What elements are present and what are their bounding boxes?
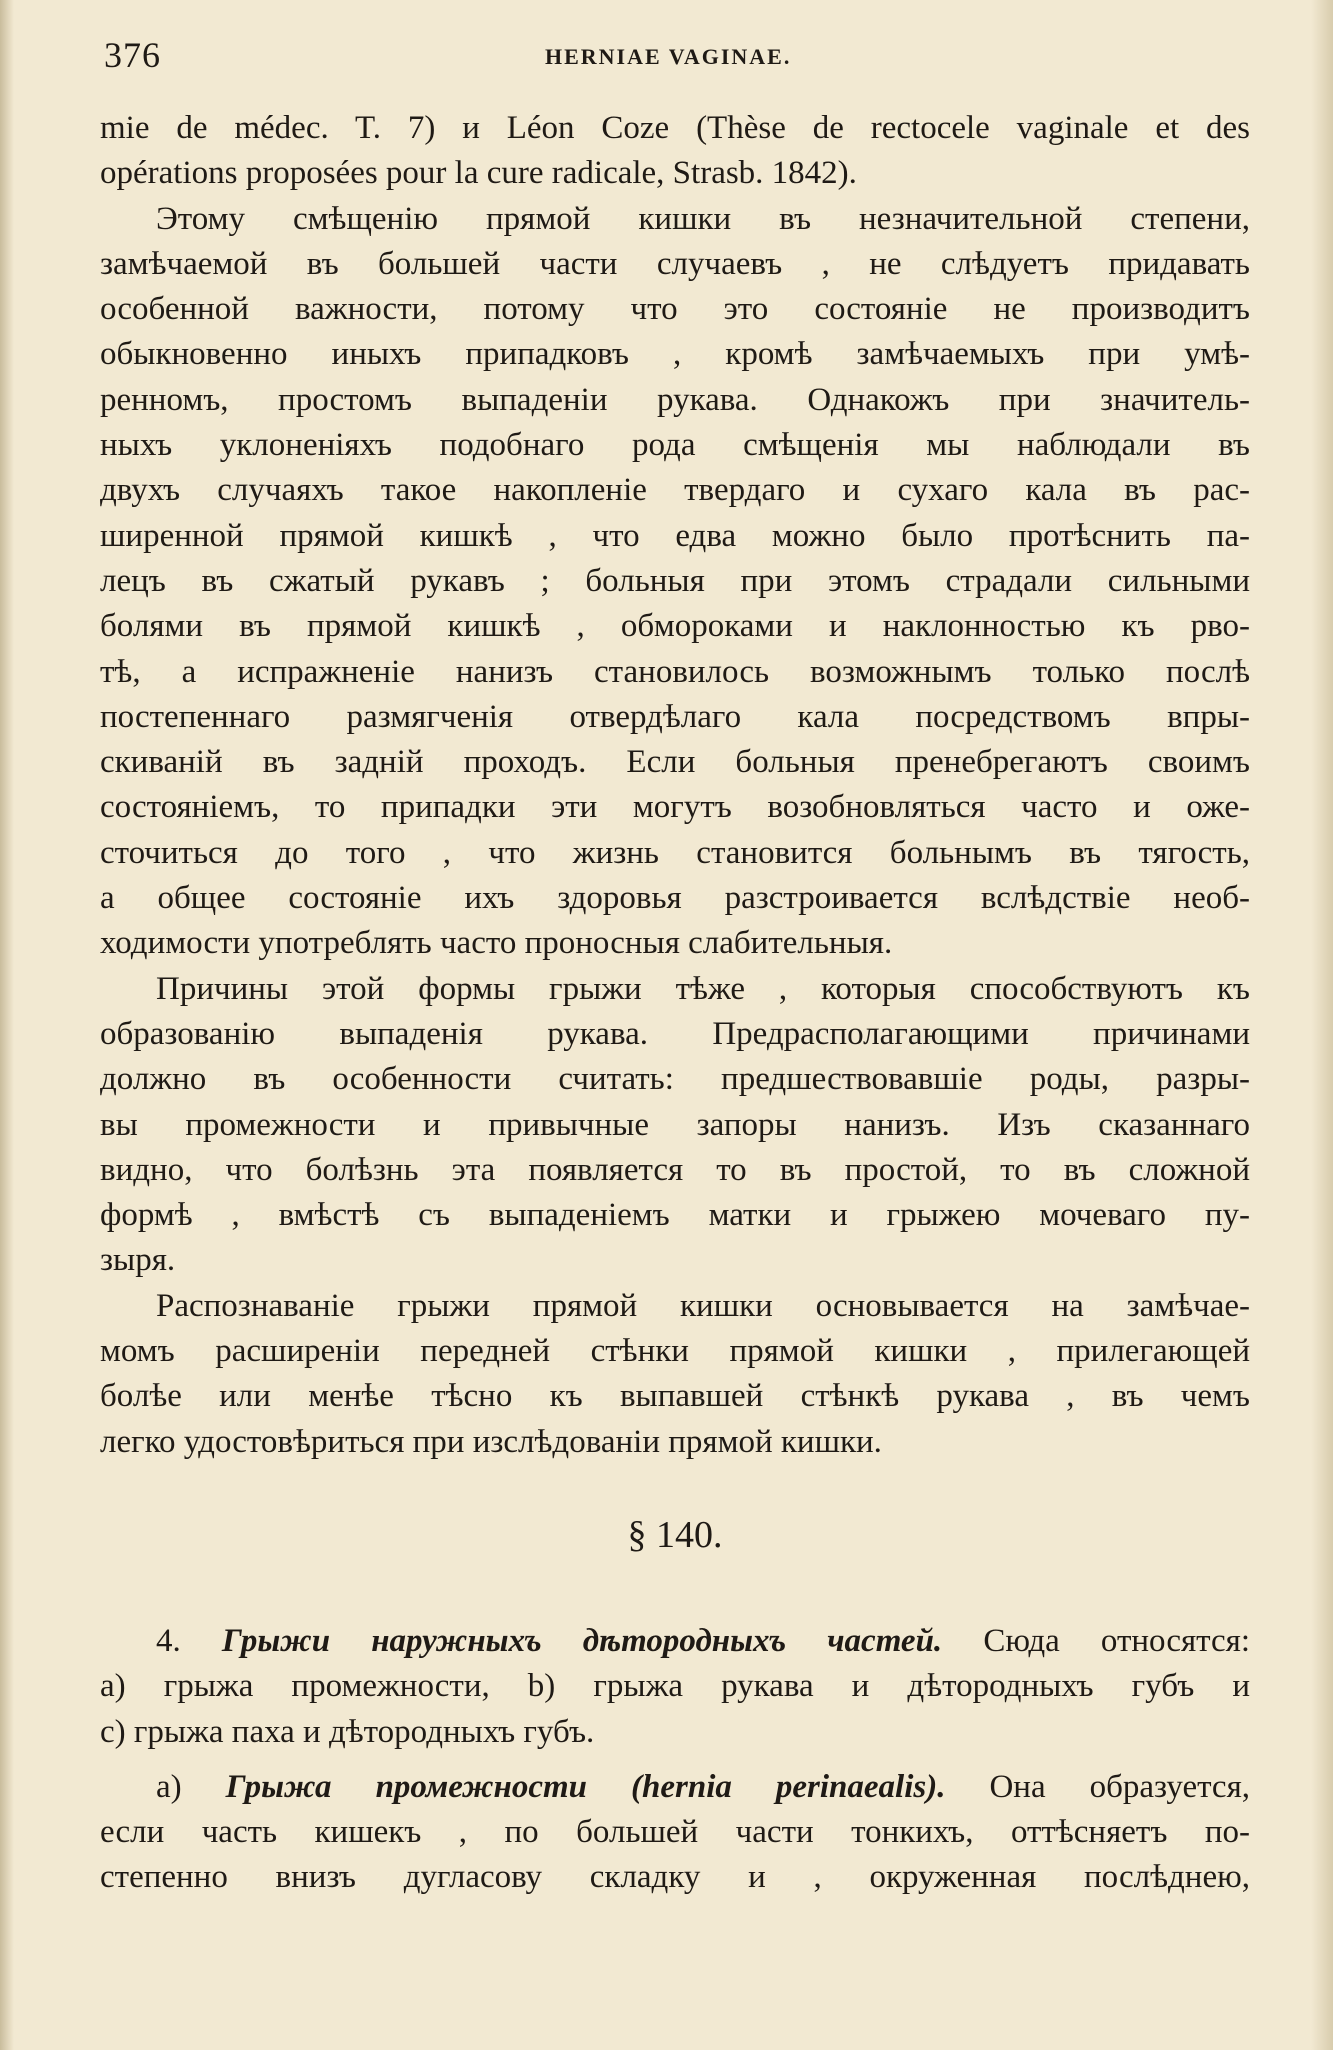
paragraph-external-hernias [100, 1619, 1250, 1755]
text-line: ренномъ, простомъ выпаденіи рукава. Однакожъ при значитель- [100, 381, 1250, 418]
text-line: образованію выпаденія рукава. Предрасполагающими причинами [100, 1015, 1250, 1052]
text-line: степенно внизъ дугласову складку и , окруженная послѣднею, [100, 1859, 1250, 1896]
text-line: постепеннаго размягченія отвердѣлаго кала посредствомъ впры- [100, 698, 1250, 735]
text-line: Распознаваніе грыжи прямой кишки основывается на замѣчае- [156, 1287, 1250, 1324]
lead-title: Грыжи наружныхъ дѣтородныхъ частей. [221, 1622, 943, 1659]
lead-letter: a) [156, 1768, 182, 1805]
text-line: Причины этой формы грыжи тѣже , которыя способствуютъ къ [156, 970, 1250, 1007]
lead-number: 4. [156, 1622, 181, 1659]
text-line: болѣе или менѣе тѣсно къ выпавшей стѣнкѣ рукава , въ чемъ [100, 1378, 1250, 1415]
page-edge-shadow-left [0, 0, 14, 2050]
text-line: зыря. [100, 1242, 176, 1279]
text-line: состояніемъ, то припадки эти могутъ возобновляться часто и оже- [100, 789, 1250, 826]
text-line: замѣчаемой въ большей части случаевъ , не слѣдуетъ придавать [100, 245, 1250, 282]
section-heading: § 140. [627, 1513, 723, 1556]
text-line: вы промежности и привычные запоры нанизъ. Изъ сказаннаго [100, 1106, 1250, 1143]
text-line: ширенной прямой кишкѣ , что едва можно было протѣснить па- [100, 517, 1250, 554]
paragraph-causes [100, 967, 1250, 1284]
text-line: скиваній въ задній проходъ. Если больныя пренебрегаютъ своимъ [100, 744, 1250, 781]
text-line: Этому смѣщенію прямой кишки въ незначительной степени, [156, 200, 1250, 237]
paragraph-displacement [100, 197, 1250, 967]
text-line: тѣ, а испражненіе нанизъ становилось возможнымъ только послѣ [100, 653, 1250, 690]
page-edge-shadow-right [1311, 0, 1333, 2050]
running-head: HERNIAE VAGINAE. [545, 44, 792, 69]
text-line: mie de médec. T. 7) и Léon Coze (Thèse de rectocele vaginale et des [100, 110, 1250, 146]
paragraph-citation [100, 106, 1250, 197]
text-line: c) грыжа паха и дѣтородныхъ губъ. [100, 1713, 595, 1750]
text-line: момъ расширеніи передней стѣнки прямой кишки , прилегающей [100, 1333, 1250, 1370]
lead-rest: Она образуется, [989, 1768, 1251, 1805]
text-line: ныхъ уклоненіяхъ подобнаго рода смѣщенія мы наблюдали въ [100, 427, 1250, 464]
text-line: двухъ случаяхъ такое накопленіе твердаго и сухаго кала въ рас- [100, 472, 1250, 509]
text-line: a) грыжа промежности, b) грыжа рукава и дѣтородныхъ губъ и [100, 1668, 1250, 1705]
text-line: видно, что болѣзнь эта появляется то въ простой, то въ сложной [100, 1151, 1250, 1188]
text-line [100, 1765, 1250, 1810]
text-line [100, 1619, 1250, 1664]
page-number: 376 [104, 35, 161, 75]
text-line: болями въ прямой кишкѣ , обмороками и наклонностью къ рво- [100, 608, 1250, 645]
text-line: лецъ въ сжатый рукавъ ; больныя при этомъ страдали сильными [100, 562, 1250, 599]
paragraph-diagnosis [100, 1284, 1250, 1465]
text-line: должно въ особенности считать: предшествовавшіе роды, разры- [100, 1061, 1250, 1098]
text-line: а общее состояніе ихъ здоровья разстроивается вслѣдствіе необ- [100, 880, 1250, 917]
text-line: особенной важности, потому что это состояніе не производитъ [100, 291, 1250, 328]
text-line: формѣ , вмѣстѣ съ выпаденіемъ матки и грыжею мочеваго пу- [100, 1197, 1250, 1234]
text-line: ходимости употреблять часто проносныя слабительныя. [100, 925, 893, 962]
lead-rest: Сюда относятся: [983, 1622, 1251, 1659]
text-line: если часть кишекъ , по большей части тонкихъ, оттѣсняетъ по- [100, 1814, 1250, 1851]
text-line: легко удостовѣриться при изслѣдованіи прямой кишки. [100, 1423, 882, 1460]
text-line: сточиться до того , что жизнь становится больнымъ въ тягость, [100, 834, 1250, 871]
paragraph-perineal-hernia [100, 1765, 1250, 1901]
text-line: opérations proposées pour la cure radicale, Strasb. 1842). [100, 155, 857, 192]
lead-title: Грыжа промежности (hernia perinaealis). [225, 1768, 946, 1805]
text-line: обыкновенно иныхъ припадковъ , кромѣ замѣчаемыхъ при умѣ- [100, 336, 1250, 373]
body-text [100, 106, 1250, 1901]
